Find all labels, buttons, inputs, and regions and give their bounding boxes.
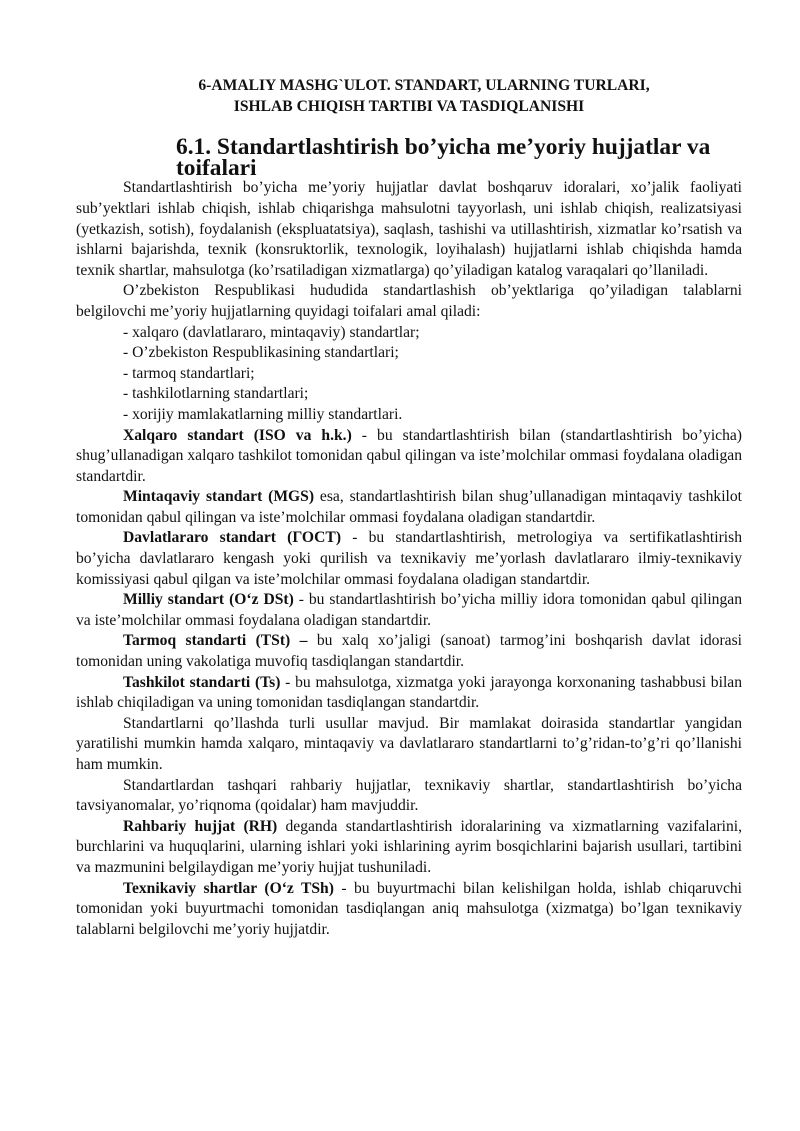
definition-term: Mintaqaviy standart (MGS)	[123, 488, 315, 506]
definition-text: - bu mahsulotga, xizmatga yoki jarayonga korxonaning tashabbusi bilan ishlab chiqiladigan va uning tomonidan tasdiqlangan standartdir.	[76, 673, 742, 712]
definition-tarmoq	[76, 631, 742, 672]
list-item: - tarmoq standartlari;	[123, 364, 255, 382]
definition-text: - bu standartlashtirish bo’yicha milliy idora tomonidan qabul qilingan va iste’molchilar ommasi foydalana oladigan standartdir.	[76, 591, 742, 629]
document-title	[76, 76, 742, 117]
document-page	[76, 76, 742, 940]
definition-rahbariy	[76, 817, 742, 879]
definition-term: Davlatlararo standart (ГОСТ)	[123, 529, 342, 547]
list-item: - O’zbekiston Respublikasining standartlari;	[123, 344, 399, 362]
definition-tashkilot	[76, 673, 742, 714]
paragraph-other-documents: Standartlardan tashqari rahbariy hujjatlar, texnikaviy shartlar, standartlashtirish bo’yicha tavsiyanomalar, yo’riqnoma (qoidalar) ham mavjuddir.	[76, 776, 742, 815]
definition-mintaqaviy	[76, 487, 742, 528]
list-item: - xalqaro (davlatlararo, mintaqaviy) standartlar;	[123, 323, 420, 341]
definition-davlatlararo	[76, 528, 742, 590]
definition-term: Tashkilot standarti (Ts)	[123, 673, 281, 691]
list-item: - tashkilotlarning standartlari;	[123, 385, 309, 403]
list-item: - xorijiy mamlakatlarning milliy standartlari.	[123, 405, 403, 423]
definition-text: bu xalq xo’jaligi (sanoat) tarmog’ini boshqarish davlat idorasi tomonidan uning vakolatiga muvofiq tasdiqlangan standartdir.	[76, 632, 742, 671]
paragraph-usage: Standartlarni qo’llashda turli usullar mavjud. Bir mamlakat doirasida standartlar yangidan yaratilishi mumkin hamda xalqaro, mintaqaviy va davlatlararo standartlarni to’g’ridan-to’g’ri qo’llanishi ham mumkin.	[76, 714, 742, 773]
paragraph-intro: Standartlashtirish bo’yicha me’yoriy hujjatlar davlat boshqaruv idoralari, xo’jalik faoliyati sub’yektlari ishlab chiqish, ishlab chiqarishga mahsulotni tayyorlash, uni ishlab chiqish, realizatsiyasi (yetkazish, sotish), foydalanish (ekspluatatsiya), saqlash, tashishi va utillashtirish, xizmatlar ko’rsatish va ishlarni bajarishda, texnik (konsruktorlik, texnologik, loyihalash) hujjatlarni ishlab chiqishda hamda texnik shartlar, mahsulotga (ko’rsatiladigan xizmatlarga) qo’yiladigan katalog varaqalari qo’llaniladi.	[76, 179, 742, 279]
title-line-2: ISHLAB CHIQISH TARTIBI VA TASDIQLANISHI	[233, 97, 585, 115]
definition-text: esa, standartlashtirish bilan shug’ullanadigan mintaqaviy tashkilot tomonidan qabul qilingan va iste’molchilar ommasi foydalana oladigan standartdir.	[76, 488, 742, 526]
definition-text: - bu standartlashtirish bilan (standartlashtirish bo’yicha) shug’ullanadigan xalqaro tashkilot tomonidan qabul qilingan va iste’molchilar ommasi foydalana oladigan standartdir.	[76, 426, 742, 485]
definition-term: Xalqaro standart (ISO va h.k.)	[123, 426, 352, 444]
definition-text: - bu standartlashtirish, metrologiya va sertifikatlashtirish bo’yicha davlatlararo kengash yoki qurilish va texnikaviy me’yorlash davlatlararo ilmiy-texnikaviy komissiyasi qabul qilgan va iste’molchilar ommasi foydalana oladigan standartdir.	[76, 529, 742, 588]
definition-xalqaro	[76, 426, 742, 488]
definition-text: - bu buyurtmachi bilan kelishilgan holda, ishlab chiqaruvchi tomonidan yoki buyurtmachi tomonidan tasdiqlangan aniq mahsulotga (xizmatga) bo’lgan texnikaviy talablarni belgilovchi me’yoriy hujjatdir.	[76, 879, 743, 938]
title-line-1: 6-AMALIY MASHG`ULOT. STANDART, ULARNING TURLARI,	[198, 77, 650, 94]
definition-texnikaviy	[76, 879, 742, 941]
definition-term: Milliy standart (O‘z DSt)	[123, 591, 294, 609]
definition-term: Rahbariy hujjat (RH)	[123, 817, 278, 835]
paragraph-categories: O’zbekiston Respublikasi hududida standartlashish ob’yektlariga qo’yiladigan talablarni belgilovchi me’yoriy hujjatlarning quyidagi toifalari amal qiladi:	[76, 282, 742, 320]
section-heading: 6.1. Standartlashtirish bo’yicha me’yoriy hujjatlar va toifalari	[176, 134, 711, 181]
definition-term: Tarmoq standarti (TSt) –	[123, 632, 308, 650]
definition-milliy	[76, 590, 742, 631]
definition-text: deganda standartlashtirish idoralarining va xizmatlarning vazifalarini, burchlarini va huquqlarini, ularning ishlari yoki ishlarining ayrim bosqichlarini bajarish usullari, tartibini va mazmunini belgilaydigan me’yoriy hujjat tushuniladi.	[76, 817, 742, 876]
definition-term: Texnikaviy shartlar (O‘z TSh)	[123, 879, 334, 897]
